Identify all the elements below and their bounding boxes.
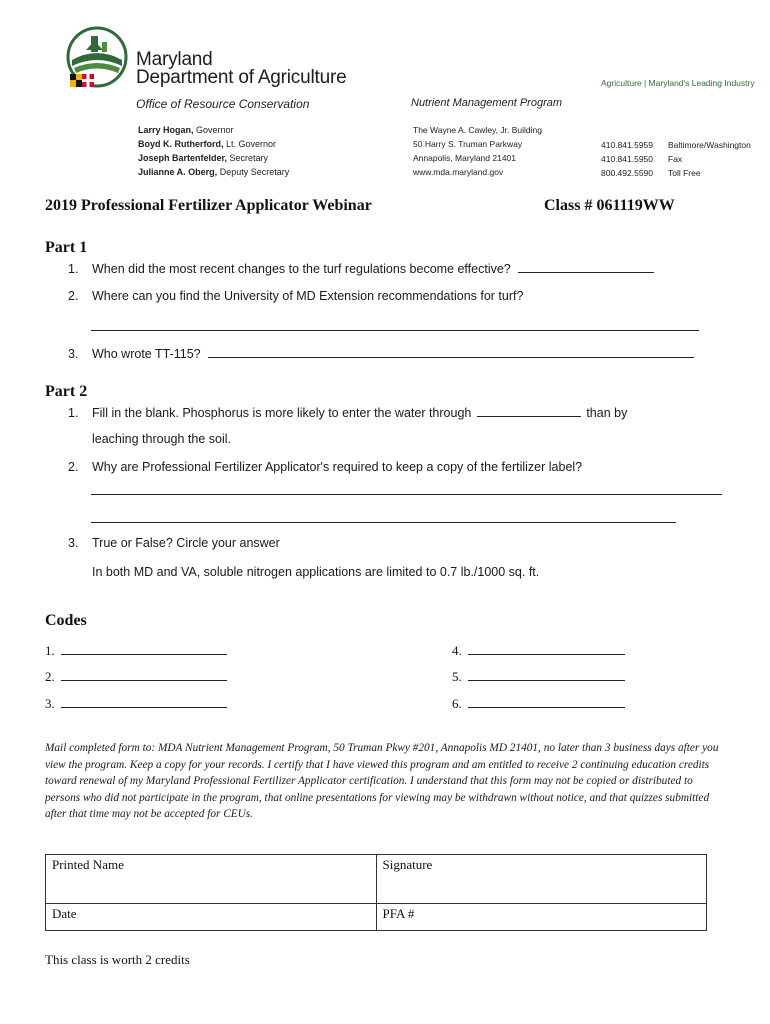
certification-text: Mail completed form to: MDA Nutrient Management Program, 50 Truman Pkwy #201, Annapolis MD 21401, no later than 3 business days after you view the program. Keep a copy for your records. I certify that I have viewed this program and am entitled to receive 2 continuing education credits toward renewal of my Maryland Professional Fertilizer Applicator certification. I understand that this form may not be copied or distributed to persons who did not participate in the program, that online presentations for viewing may be withdrawn without notice, and that quizzes submitted after that time may not be accepted for CEUs.	[45, 742, 719, 820]
website-link[interactable]: www.mda.maryland.gov	[413, 167, 504, 177]
program-name: Nutrient Management Program	[411, 97, 563, 109]
codes-heading: Codes	[45, 612, 87, 629]
date-field[interactable]: Date	[46, 904, 377, 931]
answer-line[interactable]	[91, 494, 722, 495]
signature-table	[45, 854, 707, 931]
address-line: 50 Harry S. Truman Parkway	[413, 139, 523, 149]
pfa-number-field[interactable]: PFA #	[376, 904, 707, 931]
printed-name-field[interactable]: Printed Name	[46, 855, 377, 904]
fill-in-blank[interactable]	[477, 404, 581, 417]
answer-line[interactable]	[518, 260, 654, 273]
code-entry-1[interactable]: 1.	[45, 643, 227, 659]
code-entry-2[interactable]: 2.	[45, 669, 227, 685]
class-number: Class # 061119WW	[544, 197, 675, 214]
true-false-statement[interactable]: In both MD and VA, soluble nitrogen applications are limited to 0.7 lb./1000 sq. ft.	[92, 565, 540, 579]
staff-entry: Joseph Bartenfelder, Secretary	[138, 153, 269, 163]
address-line: Annapolis, Maryland 21401	[413, 153, 517, 163]
staff-entry: Boyd K. Rutherford, Lt. Governor	[138, 139, 277, 149]
code-entry-6[interactable]: 6.	[452, 696, 625, 712]
code-entry-3[interactable]: 3.	[45, 696, 227, 712]
answer-line[interactable]	[91, 522, 676, 523]
phone-numbers	[601, 138, 653, 180]
phone-number: 800.492.5590	[601, 168, 653, 178]
part2-question-2: 2. Why are Professional Fertilizer Applicator's required to keep a copy of the fertilizer label?	[68, 460, 583, 474]
phone-label: Toll Free	[668, 168, 701, 178]
phone-label: Fax	[668, 154, 683, 164]
address-line: The Wayne A. Cawley, Jr. Building	[413, 125, 542, 135]
staff-entry: Julianne A. Oberg, Deputy Secretary	[138, 167, 290, 177]
code-entry-4[interactable]: 4.	[452, 643, 625, 659]
part2-question-3: 3. True or False? Circle your answer	[68, 536, 280, 550]
phone-number: 410.841.5950	[601, 154, 653, 164]
staff-list	[138, 123, 289, 179]
part1-question-3: 3. Who wrote TT-115?	[68, 345, 694, 361]
answer-line[interactable]	[208, 345, 694, 358]
phone-number: 410.841.5959	[601, 140, 653, 150]
part2-question-1: 1. Fill in the blank. Phosphorus is more likely to enter the water through than by	[68, 406, 628, 420]
phone-label: Baltimore/Washington	[668, 140, 751, 150]
code-entry-5[interactable]: 5.	[452, 669, 625, 685]
tagline: Agriculture | Maryland's Leading Industry	[601, 78, 755, 88]
part1-question-1: 1. When did the most recent changes to the turf regulations become effective?	[68, 260, 654, 276]
part1-question-2: 2. Where can you find the University of MD Extension recommendations for turf?	[68, 289, 524, 303]
part2-question-1-continuation: leaching through the soil.	[92, 432, 231, 446]
part2-heading: Part 2	[45, 383, 88, 400]
answer-line[interactable]	[91, 330, 699, 331]
part1-heading: Part 1	[45, 239, 88, 256]
department-name-line1: Maryland	[136, 49, 213, 70]
credits-note: This class is worth 2 credits	[45, 952, 190, 967]
address-block	[413, 123, 542, 179]
form-title: 2019 Professional Fertilizer Applicator Webinar	[45, 197, 372, 214]
staff-entry: Larry Hogan, Governor	[138, 125, 234, 135]
department-name-line2: Department of Agriculture	[136, 67, 347, 88]
signature-field[interactable]: Signature	[376, 855, 707, 904]
phone-labels	[668, 138, 751, 180]
mda-logo-icon	[66, 26, 128, 92]
office-name: Office of Resource Conservation	[136, 97, 310, 111]
